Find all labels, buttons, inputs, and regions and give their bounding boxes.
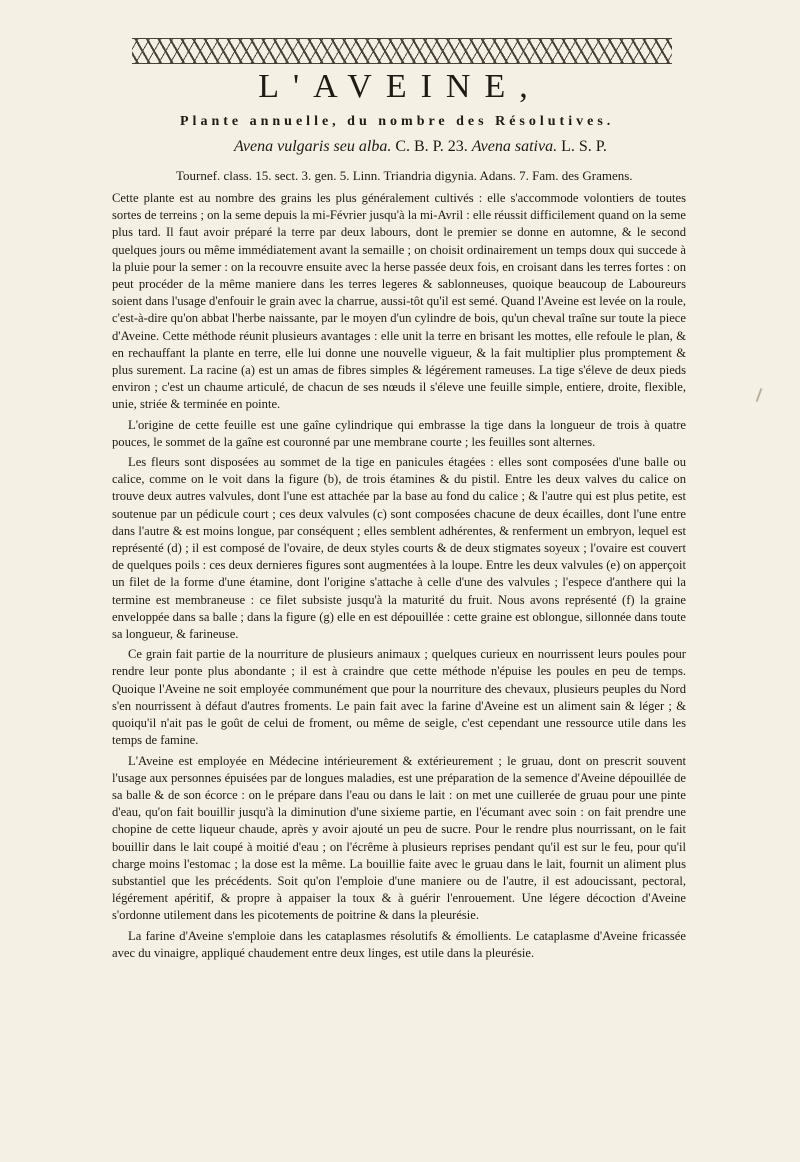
synonym-name-1: Avena vulgaris seu alba. (234, 138, 392, 155)
synonym-name-2: Avena sativa. (471, 138, 558, 155)
synonym-ref-2: L. S. P. (561, 138, 607, 155)
paragraph-1: Cette plante est au nombre des grains les plus généralement cultivés : elle s'accommode volontiers de toutes sortes de terreins ; on la seme depuis la mi-Février jusqu'à la mi-Avril : elle réussit difficilement quand on la seme plus tard. Il faut avoir préparé la terre par deux labours, dont le premier se donne en automne, & le second quelques jours ou même immédiatement avant la semaille ; on choisit ordinairement un temps doux qui succede à la pluie pour la semer : on la recouvre ensuite avec la herse passée deux fois, en croisant dans les terres fortes : on peut procéder de la même maniere dans les terres legeres & sablonneuses, quoique beaucoup de Laboureurs soient dans l'usage d'enfouir le grain avec la charrue, aussi-tôt qu'il est semé. Quand l'Aveine est levée on la roule, c'est-à-dire qu'on abbat l'herbe naissante, par le moyen d'un cylindre de bois, qu'un cheval traîne sur toute la piece d'Aveine. Cette méthode réunit plusieurs avantages : elle unit la terre en brisant les mottes, elle refoule le plan, & en rechauffant la plante en terre, elle lui donne une nouvelle vigueur, & la fait multiplier plus promptement & plus surement. La racine (a) est un amas de fibres simples & légérement rameuses. La tige s'éleve de deux pieds environ ; c'est un chaume articulé, de chacun de ses nœuds il s'éleve une feuille simple, entiere, droite, flexible, unie, striée & terminée en pointe. (112, 191, 686, 412)
synonym-ref-1: C. B. P. 23. (395, 138, 468, 155)
paragraph-5: L'Aveine est employée en Médecine intérieurement & extérieurement ; le gruau, dont on prescrit souvent l'usage aux personnes épuisées par de longues maladies, est une préparation de la semence d'Aveine dépouillée de sa balle & de son écorce : on le prépare dans l'eau ou dans le lait : on met une cuillerée de gruau pour une pinte d'eau, qu'on fait bouillir jusqu'à la diminution d'une sixieme partie, en l'écumant avec soin : on fait prendre une chopine de cette liqueur chaude, après y avoir ajouté un peu de sucre. Pour le rendre plus nourrissant, on le fait bouillir dans le lait coupé à moitié d'eau ; on l'écrême à plusieurs reprises pendant qu'il est sur le feu, pour qu'il charge moins l'estomac ; la dose est la même. La bouillie faite avec le gruau dans le lait, fournit un aliment plus substantiel que les précédents. Soit qu'on l'emploie d'une maniere ou de l'autre, il est adoucissant, pectoral, légérement apéritif, & propre à appaiser la toux & à guérir l'enrouement. Une légere décoction d'Aveine s'ordonne utilement dans les picotements de poitrine & dans la pleurésie. (112, 753, 686, 923)
paragraph-4: Ce grain fait partie de la nourriture de plusieurs animaux ; quelques curieux en nourrissent leurs poules pour rendre leur ponte plus abondante ; il est à craindre que cette méthode n'épuise les poules en peu de temps. Quoique l'Aveine ne soit employée communément que pour la nourriture des chevaux, plusieurs peuples du Nord s'en nourrissent à défaut d'autres froments. Le pain fait avec la farine d'Aveine est un aliment sain & léger ; & quoiqu'il n'ait pas le goût de celui de froment, ou même de seigle, c'est cependant une ressource utile dans les temps de famine. (112, 647, 686, 748)
paragraph-6: La farine d'Aveine s'emploie dans les cataplasmes résolutifs & émollients. Le cataplasme d'Aveine fricassée avec du vinaigre, appliqué chaudement entre deux linges, est utile dans la pleurésie. (112, 928, 686, 960)
botanical-synonyms (234, 138, 674, 156)
page-subtitle: Plante annuelle, du nombre des Résolutives. (180, 114, 615, 129)
header-ornament-band (132, 38, 672, 64)
paragraph-3: Les fleurs sont disposées au sommet de la tige en panicules étagées : elles sont composées d'une balle ou calice, comme on le voit dans la figure (b), de trois étamines & du pistil. Entre les deux valves du calice on trouve deux autres valvules, dont l'une est attachée par la base au fond du calice ; & l'autre qui est plus petite, est soutenue par un pédicule court ; ces deux valvules (c) sont composées chacune de deux écailles, dont l'une entre dans l'autre & est moins longue, par conséquent ; elles semblent adhérentes, & renferment un embryon, lequel est représenté (d) ; il est composé de l'ovaire, de deux styles courts & de deux stigmates soyeux ; l'ovaire est couvert de quelques poils : ces deux dernieres figures sont augmentées à la loupe. Entre les deux valvules (e) on apperçoit un filet de la forme d'une étamine, dont l'origine s'attache à celle d'une des valvules ; l'espece d'anthere qui la termine est membraneuse : ce filet subsiste jusqu'à la maturité du fruit. Nous avons représenté (f) la graine enveloppée dans sa balle ; dans la figure (g) elle en est dépouillée : cette graine est oblongue, sillonnée dans toute sa longueur, & farineuse. (112, 455, 686, 642)
page-title: L'AVEINE, (258, 68, 542, 105)
classification-line: Tournef. class. 15. sect. 3. gen. 5. Linn. Triandria digynia. Adans. 7. Fam. des Gramens. (176, 168, 633, 183)
paragraph-2: L'origine de cette feuille est une gaîne cylindrique qui embrasse la tige dans la longueur de trois à quatre pouces, le sommet de la gaîne est couronné par une membrane courte ; les feuilles sont alternes. (112, 417, 686, 449)
paper-mark (756, 388, 763, 402)
body-text (112, 190, 686, 965)
